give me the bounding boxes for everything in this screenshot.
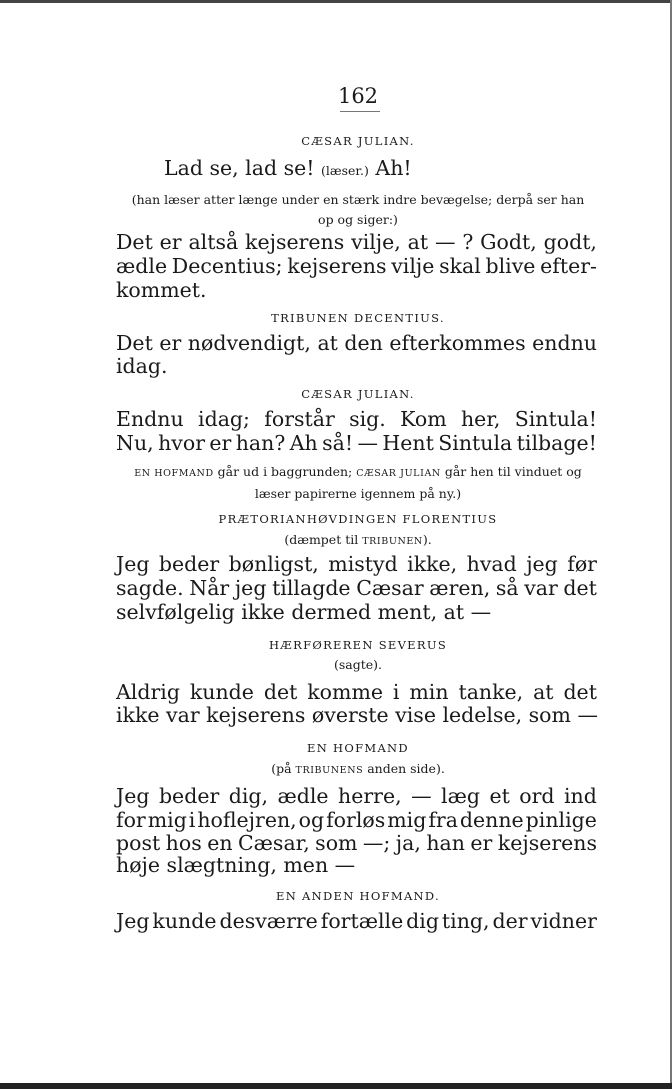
word: er bbox=[159, 331, 182, 355]
word: var bbox=[524, 576, 558, 600]
speech-line bbox=[116, 331, 597, 355]
stage-direction: (dæmpet til TRIBUNEN). bbox=[284, 532, 432, 547]
word: at bbox=[317, 331, 338, 355]
word: jeg bbox=[526, 552, 558, 576]
stage-direction: (læser.) bbox=[321, 163, 369, 178]
speech-line: idag. bbox=[116, 354, 168, 378]
speech-line bbox=[116, 808, 597, 832]
speech-line bbox=[116, 431, 597, 455]
word: Decentius; bbox=[171, 254, 283, 278]
page-number-rule bbox=[340, 111, 380, 112]
word: ? bbox=[462, 230, 474, 254]
word: at bbox=[533, 680, 554, 704]
word: i bbox=[188, 808, 196, 832]
word: Godt, bbox=[480, 230, 537, 254]
word: som bbox=[315, 831, 358, 855]
word: vilje bbox=[391, 254, 435, 278]
stage-direction: (sagte). bbox=[333, 657, 383, 672]
word: et bbox=[489, 784, 510, 808]
word: efter- bbox=[540, 254, 597, 278]
word: Sintula bbox=[438, 431, 513, 455]
stage-direction: (han læser atter længe under en stærk indre bevægelse; derpå ser han op og siger:) bbox=[131, 192, 585, 227]
speech-line: høje slægtning, men — bbox=[116, 853, 356, 877]
word: mig bbox=[147, 808, 187, 832]
word: Jeg bbox=[116, 552, 150, 576]
word: Jeg bbox=[116, 909, 150, 933]
word: æren, bbox=[429, 576, 491, 600]
speech-line bbox=[116, 784, 597, 808]
word: er bbox=[470, 831, 493, 855]
word: blive bbox=[485, 254, 536, 278]
word: kejserens bbox=[497, 831, 597, 855]
word: denne bbox=[459, 808, 524, 832]
word: komme bbox=[307, 680, 384, 704]
word: sig. bbox=[349, 407, 386, 431]
speech-line bbox=[116, 552, 597, 576]
word: Det bbox=[116, 331, 153, 355]
word: tanke, bbox=[458, 680, 524, 704]
word: Endnu bbox=[116, 407, 184, 431]
speech-line bbox=[116, 576, 597, 600]
speaker-name: CÆSAR JULIAN. bbox=[301, 134, 415, 148]
word: hoflejren, bbox=[197, 808, 297, 832]
word: forstår bbox=[264, 407, 335, 431]
stage-direction: EN HOFMAND går ud i baggrunden; CÆSAR JULIAN går hen til vinduet og læser papirerne igennem på ny.) bbox=[134, 464, 582, 501]
word: Når bbox=[189, 576, 230, 600]
word: mistyd bbox=[328, 552, 398, 576]
word: ind bbox=[563, 784, 597, 808]
word: hvor bbox=[158, 431, 205, 455]
word: — bbox=[357, 431, 379, 455]
speech-line bbox=[116, 909, 597, 933]
word: for bbox=[116, 808, 146, 832]
word: — bbox=[434, 230, 456, 254]
word: kunde bbox=[189, 680, 254, 704]
word: fra bbox=[428, 808, 458, 832]
word: i bbox=[392, 680, 400, 704]
word: hvad bbox=[466, 552, 517, 576]
word: godt, bbox=[543, 230, 597, 254]
word: Cæsar bbox=[356, 576, 424, 600]
word: Kom bbox=[400, 407, 447, 431]
word: mig bbox=[387, 808, 427, 832]
word: vidner bbox=[530, 909, 597, 933]
speech-line: selvfølgelig ikke dermed ment, at — bbox=[116, 600, 492, 624]
word: Det bbox=[116, 230, 153, 254]
word: hos bbox=[165, 831, 202, 855]
word: ord bbox=[519, 784, 555, 808]
word: forløs bbox=[326, 808, 386, 832]
word: så bbox=[495, 576, 519, 600]
word: den bbox=[344, 331, 383, 355]
word: før bbox=[567, 552, 597, 576]
word: der bbox=[492, 909, 528, 933]
word: kejserens bbox=[287, 254, 387, 278]
word: han bbox=[426, 831, 465, 855]
word: Aldrig bbox=[116, 680, 180, 704]
word: fortælle bbox=[320, 909, 404, 933]
word: altså bbox=[188, 230, 239, 254]
word: ikke, bbox=[407, 552, 458, 576]
word: ædle bbox=[116, 254, 168, 278]
speaker-name: EN ANDEN HOFMAND. bbox=[276, 889, 440, 903]
stage-direction: (på TRIBUNENS anden side). bbox=[271, 761, 445, 776]
word: han? bbox=[235, 431, 286, 455]
word: —; bbox=[362, 831, 391, 855]
word: bønligst, bbox=[228, 552, 319, 576]
speech-line: Lad se, lad se! (læser.) Ah! bbox=[164, 156, 412, 180]
word: herre, bbox=[338, 784, 402, 808]
word: vilje, bbox=[351, 230, 401, 254]
word: er bbox=[159, 230, 182, 254]
word: nødvendigt, bbox=[187, 331, 311, 355]
speaker-name: HÆRFØREREN SEVERUS bbox=[268, 638, 448, 652]
word: beder bbox=[158, 552, 220, 576]
word: desværre bbox=[219, 909, 318, 933]
word: ja, bbox=[395, 831, 421, 855]
word: idag; bbox=[198, 407, 250, 431]
word: Ah bbox=[289, 431, 318, 455]
word: at bbox=[407, 230, 429, 254]
speech-line bbox=[116, 407, 597, 431]
word: jeg bbox=[234, 576, 267, 600]
speaker-name: TRIBUNEN DECENTIUS. bbox=[271, 311, 445, 325]
speech-line bbox=[116, 831, 597, 855]
word: Hent bbox=[382, 431, 434, 455]
word: en bbox=[207, 831, 233, 855]
word: beder bbox=[158, 784, 220, 808]
word: Cæsar, bbox=[237, 831, 310, 855]
speech-line bbox=[116, 230, 597, 254]
word: pinlige bbox=[525, 808, 597, 832]
speech-line bbox=[116, 254, 597, 278]
word: og bbox=[298, 808, 325, 832]
word: sagde. bbox=[116, 576, 184, 600]
word: er bbox=[209, 431, 232, 455]
word: tilbage! bbox=[516, 431, 597, 455]
word: ædle bbox=[277, 784, 329, 808]
word: endnu bbox=[532, 331, 597, 355]
speaker-name: PRÆTORIANHØVDINGEN FLORENTIUS bbox=[218, 512, 498, 526]
word: skal bbox=[439, 254, 481, 278]
speaker-name: CÆSAR JULIAN. bbox=[301, 387, 415, 401]
speech-line: ikke var kejserens øverste vise ledelse, som — bbox=[116, 703, 598, 727]
word: ting, bbox=[441, 909, 490, 933]
word: Jeg bbox=[116, 784, 150, 808]
word: her, bbox=[460, 407, 501, 431]
word: læg bbox=[441, 784, 480, 808]
speech-line: kommet. bbox=[116, 278, 207, 302]
word: det bbox=[563, 576, 597, 600]
word: kejserens bbox=[245, 230, 345, 254]
word: Nu, bbox=[116, 431, 154, 455]
word: det bbox=[563, 680, 597, 704]
word: min bbox=[409, 680, 449, 704]
word: — bbox=[411, 784, 432, 808]
speaker-name: EN HOFMAND bbox=[307, 741, 409, 755]
word: post bbox=[116, 831, 161, 855]
page-number: 162 bbox=[337, 84, 379, 108]
word: dig bbox=[406, 909, 439, 933]
speech-line bbox=[116, 680, 597, 704]
word: så! bbox=[322, 431, 354, 455]
word: det bbox=[263, 680, 298, 704]
word: dig, bbox=[228, 784, 269, 808]
word: Sintula! bbox=[514, 407, 597, 431]
word: kunde bbox=[152, 909, 217, 933]
word: tillagde bbox=[272, 576, 351, 600]
word: efterkommes bbox=[389, 331, 526, 355]
